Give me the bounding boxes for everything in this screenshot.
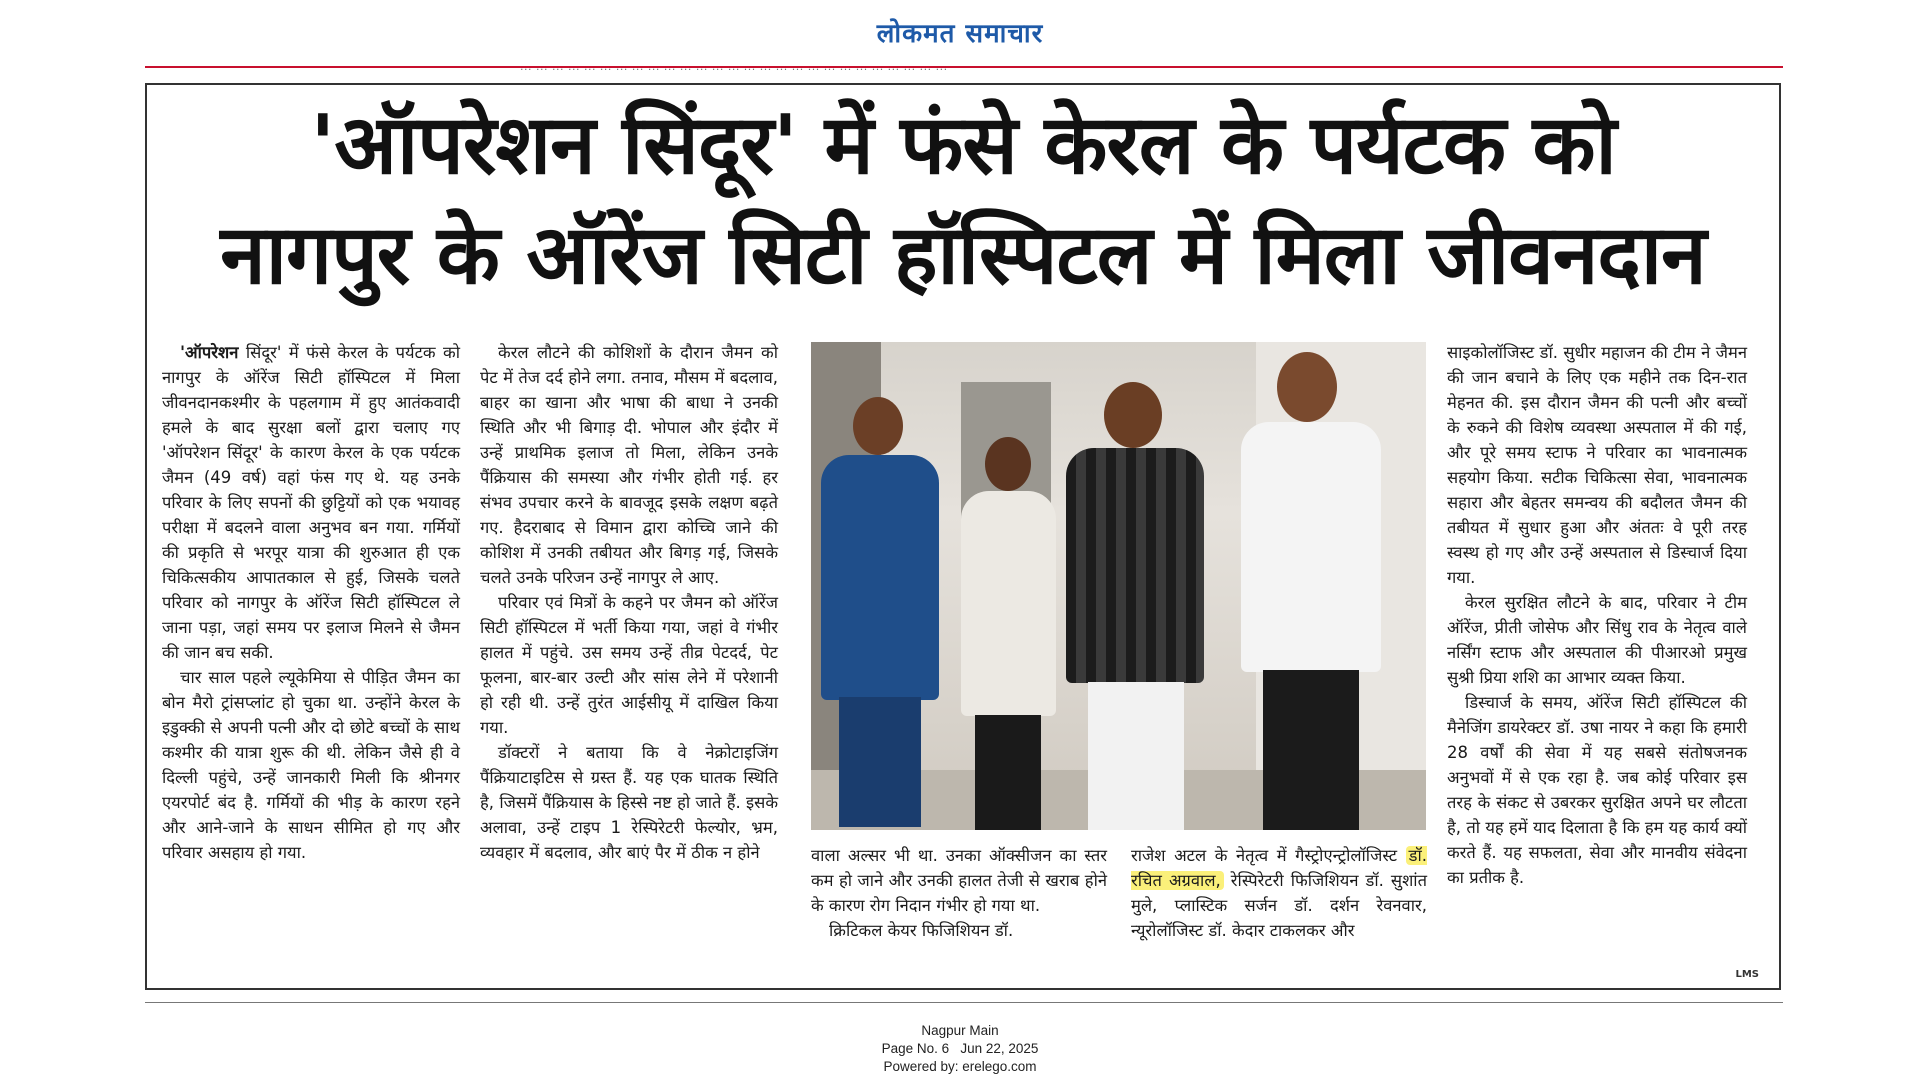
footer-page-date: Page No. 6 Jun 22, 2025: [881, 1041, 1039, 1056]
headline-line-2: नागपुर के ऑरेंज सिटी हॉस्पिटल में मिला जीवनदान: [220, 208, 1706, 303]
highlighted-doctor-name: डॉ. रचित अग्रवाल,: [1131, 846, 1427, 890]
paragraph: केरल लौटने की कोशिशों के दौरान जैमन को पेट में तेज दर्द होने लगा. तनाव, मौसम में बदलाव, बाहर का खाना और भाषा की बाधा ने उनकी स्थिति और भी बिगाड़ दी. भोपाल और इंदौर में उन्हें प्राथमिक इलाज तो मिला, लेकिन उनके पैंक्रियास की समस्या और गंभीर होती गई. हर संभव उपचार करने के बावजूद इसके लक्षण बढ़ते गए. हैदराबाद से विमान द्वारा कोच्चि जाने की कोशिश में उनकी तबीयत और बिगड़ गई, जिसके चलते उनके परिजन उन्हें नागपुर ले आए.: [480, 343, 778, 587]
paragraph-text: राजेश अटल के नेतृत्व में गैस्ट्रोएन्ट्रोलॉजिस्ट: [1131, 846, 1406, 865]
paragraph: [162, 340, 460, 665]
paragraph: साइकोलॉजिस्ट डॉ. सुधीर महाजन की टीम ने जैमन की जान बचाने के लिए एक महीने तक दिन-रात मेहनत की. इस दौरान जैमन की पत्नी और बच्चों के रुकने की विशेष व्यवस्था अस्पताल में की गई, और पूरे समय स्टाफ ने परिवार का भावनात्मक सहयोग किया. सटीक चिकित्सा सेवा, भावनात्मक सहारा और बेहतर समन्वय की बदौलत जैमन की तबीयत में सुधार हुआ और अंततः वे पूरी तरह स्वस्थ हो गए और उन्हें अस्पताल से डिस्चार्ज दिया गया.: [1447, 343, 1747, 587]
headline-line-1: 'ऑपरेशन सिंदूर' में फंसे केरल के पर्यटक को: [310, 98, 1616, 193]
paragraph: केरल सुरक्षित लौटने के बाद, परिवार ने टीम ऑरेंज, प्रीती जोसेफ और सिंधु राव के नेतृत्व वाले नर्सिंग स्टाफ और अस्पताल की पीआरओ प्रमुख सुश्री प्रिया शशि का आभार व्यक्त किया.: [1447, 593, 1747, 687]
article-column-4: [1131, 843, 1427, 943]
author-initials: LMS: [1735, 969, 1759, 980]
article-column-2: [480, 340, 778, 865]
article-photo: [811, 342, 1426, 830]
article-clipping: [145, 83, 1781, 990]
paragraph-text: सिंदूर' में फंसे केरल के पर्यटक को नागपुर के ऑरेंज सिटी हॉस्पिटल में मिला जीवनदानकश्मीर के पहलगाम में हुए आतंकवादी हमले के बाद सुरक्षा बलों द्वारा चलाए गए 'ऑपरेशन सिंदूर' के कारण केरल के एक पर्यटक जैमन (49 वर्ष) वहां फंस गए थे. यह उनके परिवार के लिए सपनों की छुट्टियों को एक भयावह परीक्षा में बदलने वाला अनुभव बन गया. गर्मियों की प्रकृति से भरपूर यात्रा की शुरुआत ही एक चिकित्सकीय आपातकाल से हुई, जिसके चलते परिवार को नागपुर के ऑरेंज सिटी हॉस्पिटल ले जाना पड़ा, जहां समय पर इलाज मिलने से जैमन की जान बच सकी.: [162, 343, 460, 662]
paragraph: क्रिटिकल केयर फिजिशियन डॉ.: [829, 921, 1014, 940]
paragraph: डॉक्टरों ने बताया कि वे नेक्रोटाइजिंग पैंक्रियाटाइटिस से ग्रस्त हैं. यह एक घातक स्थिति है, जिसमें पैंक्रियास के हिस्से नष्ट हो जाते हैं. इसके अलावा, उन्हें टाइप 1 रेस्पिरेटरी फेल्योर, भ्रम, व्यवहार में बदलाव, और बाएं पैर में ठीक न होने: [480, 743, 778, 862]
cut-off-strip: ... ... ... ... ... ... ... ... ... ... ... ... ... ... ... ... ... ... ... ... ... ... ... ... ... ... ...: [520, 60, 948, 73]
paragraph: वाला अल्सर भी था. उनका ऑक्सीजन का स्तर कम हो जाने और उनकी हालत तेजी से खराब होने के कारण रोग निदान गंभीर हो गया था.: [811, 846, 1107, 915]
masthead-logo: लोकमत समाचार: [876, 19, 1044, 49]
article-column-5: [1447, 340, 1747, 890]
footer-edition: Nagpur Main: [921, 1023, 999, 1038]
article-column-1: [162, 340, 460, 865]
paragraph-text: रेस्पिरेटरी फिजिशियन डॉ. सुशांत मुले, प्लास्टिक सर्जन डॉ. दर्शन रेवनवार, न्यूरोलॉजिस्ट डॉ. केदार टाकलकर और: [1131, 871, 1427, 940]
paragraph: डिस्चार्ज के समय, ऑरेंज सिटी हॉस्पिटल की मैनेजिंग डायरेक्टर डॉ. उषा नायर ने कहा कि हमारी 28 वर्षों की सेवा में यह सबसे संतोषजनक अनुभवों में से एक रहा है. जब कोई परिवार इस तरह के संकट से उबरकर सुरक्षित अपने घर लौटता है, तो यह हमें याद दिलाता है कि हम यह कार्य क्यों करते हैं. यह सफलता, सेवा और मानवीय संवेदना का प्रतीक है.: [1447, 693, 1747, 887]
bottom-rule: [145, 1002, 1783, 1003]
footer-powered-by: Powered by: erelego.com: [883, 1059, 1037, 1074]
paragraph: [1131, 843, 1427, 943]
lead-word: 'ऑपरेशन: [180, 343, 239, 362]
paragraph: चार साल पहले ल्यूकेमिया से पीड़ित जैमन का बोन मैरो ट्रांसप्लांट हो चुका था. उन्होंने केरल के इडुक्की से अपनी पत्नी और दो छोटे बच्चों के साथ कश्मीर की यात्रा शुरू की थी. लेकिन जैसे ही वे दिल्ली पहुंचे, उन्हें जानकारी मिली कि श्रीनगर एयरपोर्ट बंद है. गर्मियों की भीड़ के कारण रहने और आने-जाने के साधन सीमित हो गए और परिवार असहाय हो गया.: [162, 668, 460, 862]
paragraph: परिवार एवं मित्रों के कहने पर जैमन को ऑरेंज सिटी हॉस्पिटल में भर्ती किया गया, जहां वे गंभीर हालत में पहुंचे. उस समय उन्हें तीव्र पेटदर्द, पेट फूलना, बार-बार उल्टी और सांस लेने में परेशानी हो रही थी. उन्हें तुरंत आईसीयू में दाखिल किया गया.: [480, 593, 778, 737]
article-column-3: [811, 843, 1107, 943]
